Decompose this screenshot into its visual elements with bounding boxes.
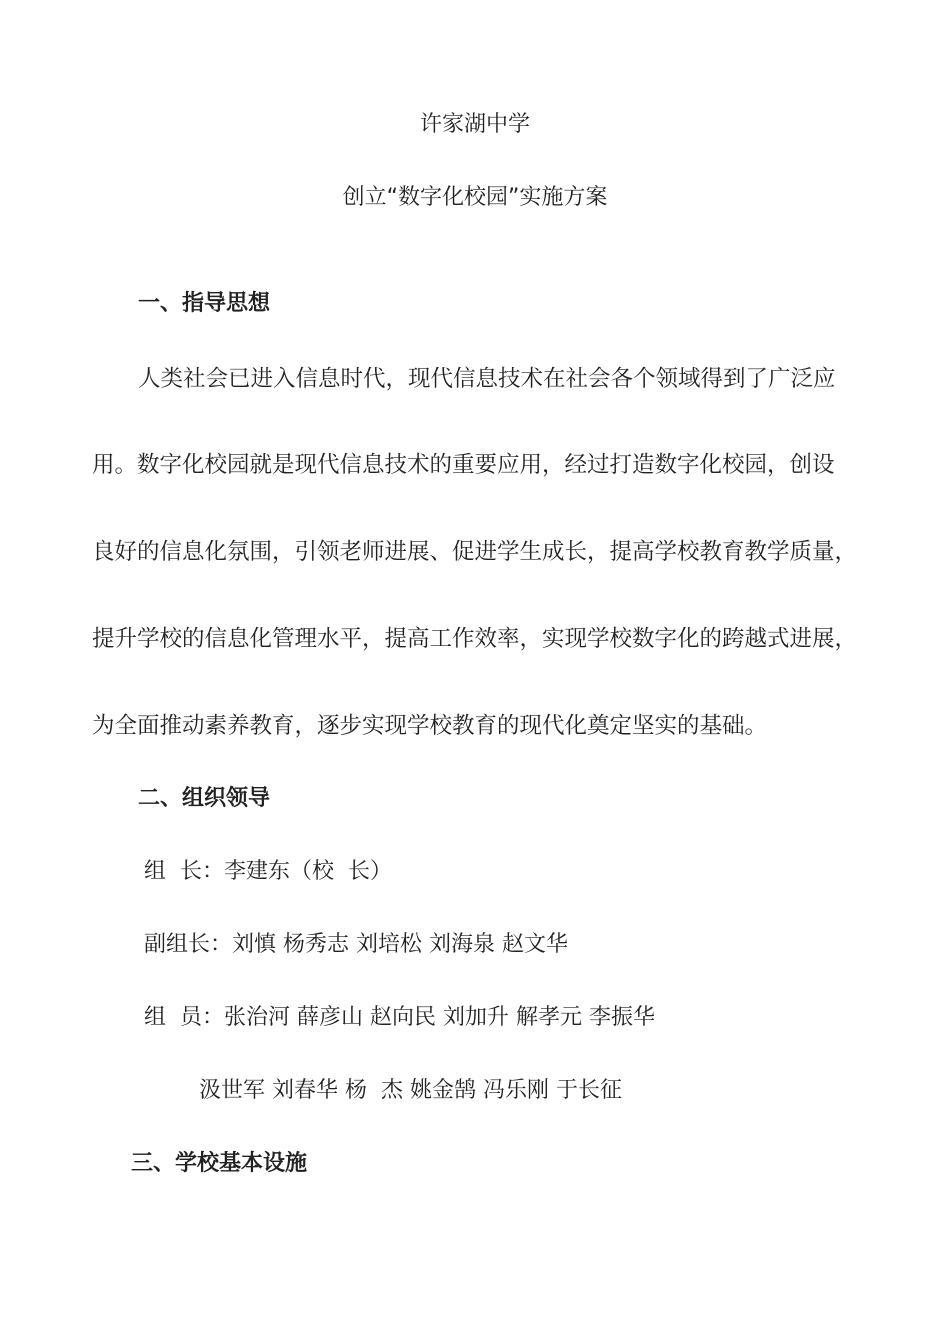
- members-line-continued: 汲世军 刘春华 杨 杰 姚金鹄 冯乐刚 于长征: [199, 1078, 622, 1103]
- section-heading-facilities: 三、学校基本设施: [131, 1151, 308, 1176]
- deputy-leader-line: 副组长：刘慎 杨秀志 刘培松 刘海泉 赵文华: [144, 932, 568, 957]
- section-heading-organization: 二、组织领导: [138, 786, 271, 811]
- school-name: 许家湖中学: [419, 112, 530, 137]
- paragraph-line: 为全面推动素养教育，逐步实现学校教育的现代化奠定坚实的基础。: [92, 713, 768, 739]
- paragraph-line: 良好的信息化氛围，引领老师进展、促进学生成长，提高学校教育教学质量，: [92, 539, 858, 565]
- paragraph-line: 提升学校的信息化管理水平，提高工作效率，实现学校数字化的跨越式进展，: [92, 626, 858, 652]
- paragraph-line: 人类社会已进入信息时代，现代信息技术在社会各个领域得到了广泛应: [138, 366, 836, 392]
- section-heading-guiding-thought: 一、指导思想: [138, 291, 271, 316]
- group-leader-line: 组 长：李建东（校 长）: [144, 859, 392, 884]
- document-title: 创立“数字化校园”实施方案: [342, 185, 608, 210]
- members-line: 组 员：张治河 薛彦山 赵向民 刘加升 解孝元 李振华: [144, 1005, 655, 1030]
- paragraph-line: 用。数字化校园就是现代信息技术的重要应用，经过打造数字化校园，创设: [92, 452, 835, 478]
